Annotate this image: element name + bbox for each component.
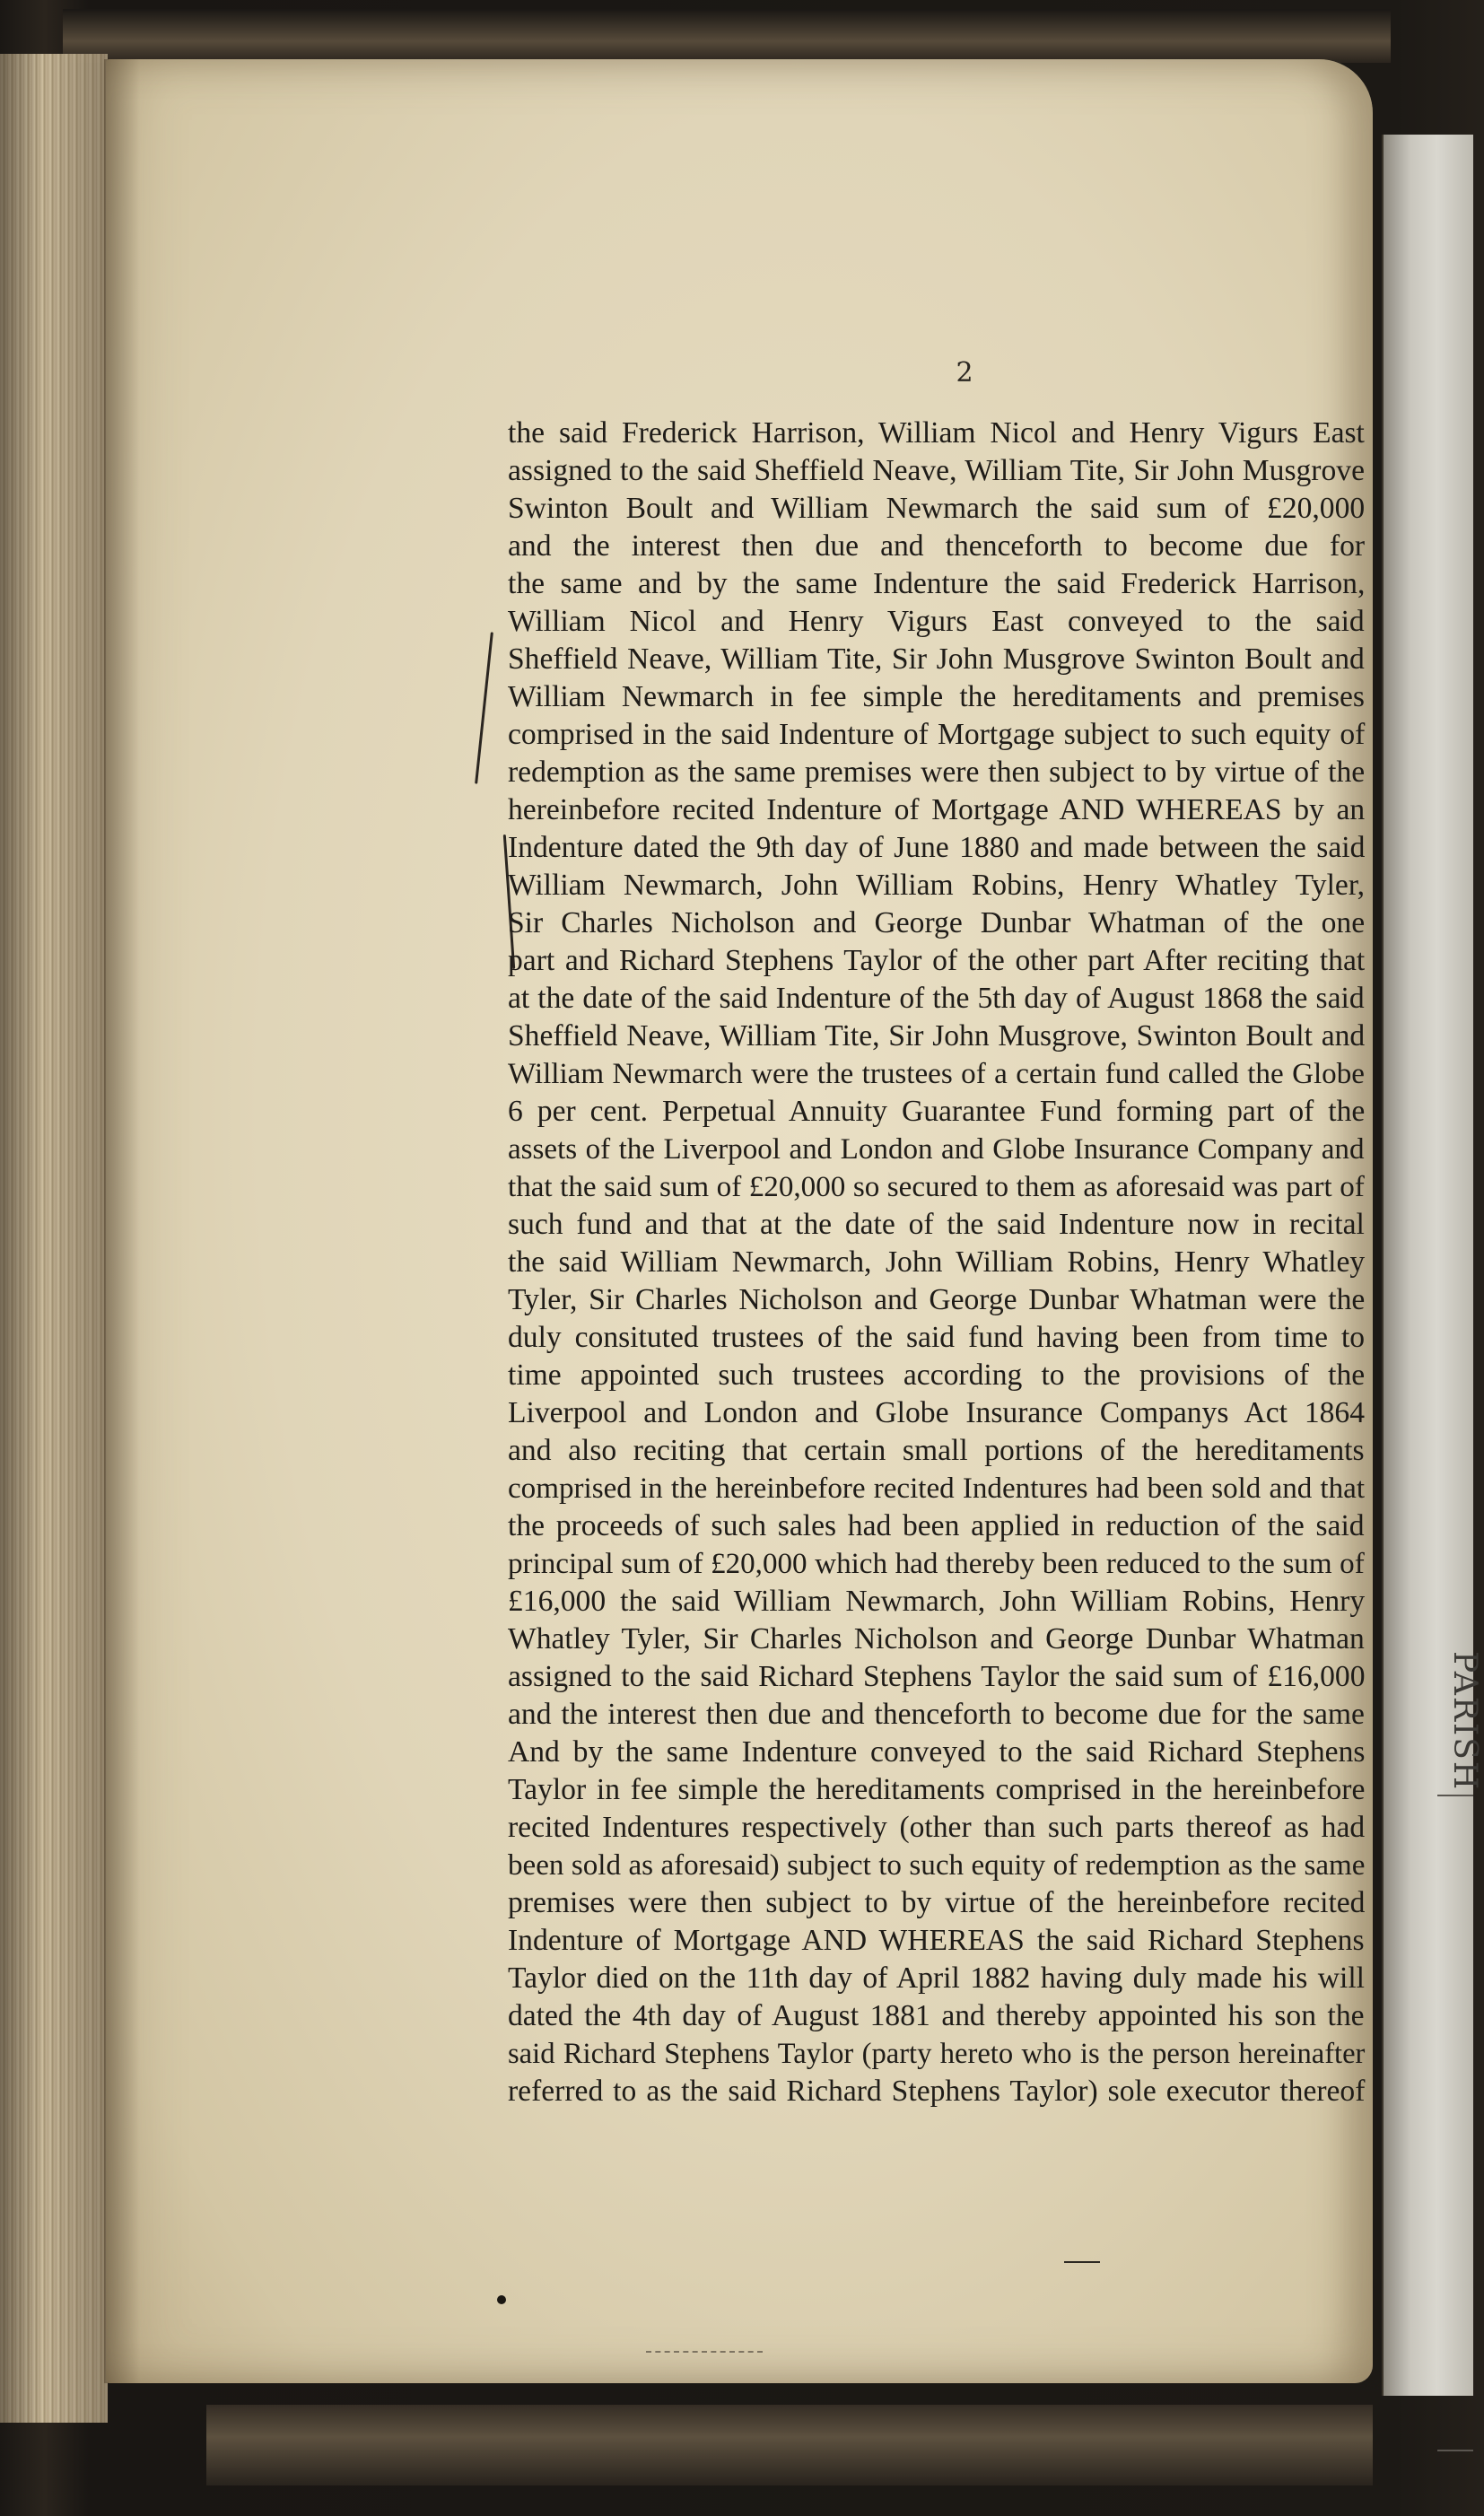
text-line: William Nicol and Henry Vigurs East conveyed to the said [508,605,1365,638]
ink-dot [497,2295,506,2304]
adjacent-page [1382,135,1473,2396]
text-line: assets of the Liverpool and London and Globe Insurance Company and [508,1133,1365,1166]
text-line: William Newmarch were the trustees of a certain fund called the Globe [508,1058,1365,1090]
text-line: comprised in the hereinbefore recited Indentures had been sold and that [508,1472,1366,1505]
text-line: £16,000 the said William Newmarch, John William Robins, Henry [508,1585,1366,1618]
text-line: time appointed such trustees according to the provisions of the [508,1358,1366,1392]
spine-shadow [104,59,140,2383]
text-line: that the said sum of £20,000 so secured to them as aforesaid was part of [508,1171,1365,1203]
page-stack-edges [0,54,108,2423]
text-line: assigned to the said Sheffield Neave, William Tite, Sir John Musgrove [508,454,1365,487]
page-number: 2 [956,357,973,389]
document-body [508,415,1365,2110]
text-line: Tyler, Sir Charles Nicholson and George Dunbar Whatman were the [508,1283,1366,1316]
text-line: William Newmarch, John William Robins, Henry Whatley Tyler, [508,869,1366,902]
text-line: 6 per cent. Perpetual Annuity Guarantee Fund forming part of the [508,1095,1366,1128]
text-line: dated the 4th day of August 1881 and thereby appointed his son the [508,1999,1365,2032]
text-line: Indenture of Mortgage AND WHEREAS the said Richard Stephens [508,1924,1365,1957]
adjacent-rule [1437,2450,1473,2451]
text-line: and also reciting that certain small portions of the hereditaments [508,1434,1365,1467]
text-line: assigned to the said Richard Stephens Taylor the said sum of £16,000 [508,1660,1366,1693]
text-line: Swinton Boult and William Newmarch the said sum of £20,000 [508,492,1366,525]
text-line: such fund and that at the date of the said Indenture now in recital [508,1208,1365,1241]
adjacent-page-label: PARISH [1446,1651,1483,1792]
text-line: Sir Charles Nicholson and George Dunbar Whatman of the one [508,906,1366,939]
text-line: principal sum of £20,000 which had thereby been reduced to the sum of [508,1548,1365,1580]
text-line: Sheffield Neave, William Tite, Sir John Musgrove, Swinton Boult and [508,1019,1366,1053]
text-line: and the interest then due and thenceforth to become due for [508,529,1366,563]
ink-dash [1064,2261,1100,2263]
text-line: part and Richard Stephens Taylor of the other part After reciting that [508,944,1366,977]
text-line: redemption as the same premises were then subject to by virtue of the [508,756,1366,789]
text-line: And by the same Indenture conveyed to the said Richard Stephens [508,1735,1366,1769]
text-line: hereinbefore recited Indenture of Mortgage AND WHEREAS by an [508,793,1366,826]
text-line: referred to as the said Richard Stephens Taylor) sole executor thereof [508,2075,1366,2108]
text-line: been sold as aforesaid) subject to such equity of redemption as the same [508,1849,1366,1882]
text-line: said Richard Stephens Taylor (party hereto who is the person hereinafter [508,2038,1366,2070]
text-line: duly consituted trustees of the said fund having been from time to [508,1321,1366,1354]
text-line: comprised in the said Indenture of Mortgage subject to such equity of [508,718,1366,751]
text-line: and the interest then due and thenceforth to become due for the same [508,1698,1365,1731]
text-line: at the date of the said Indenture of the 5th day of August 1868 the said [508,982,1365,1015]
text-line: Whatley Tyler, Sir Charles Nicholson and George Dunbar Whatman [508,1622,1365,1655]
text-line: Sheffield Neave, William Tite, Sir John Musgrove Swinton Boult and [508,642,1365,676]
text-line: the said William Newmarch, John William Robins, Henry Whatley [508,1245,1366,1279]
text-line: recited Indentures respectively (other than such parts thereof as had [508,1811,1366,1844]
text-line: the same and by the same Indenture the said Frederick Harrison, [508,567,1366,600]
top-paper-edge [63,9,1391,63]
faint-dashes [646,2351,763,2353]
text-line: William Newmarch in fee simple the hereditaments and premises [508,680,1365,713]
text-line: Taylor died on the 11th day of April 1882 having duly made his will [508,1961,1366,1995]
text-line: Taylor in fee simple the hereditaments comprised in the hereinbefore [508,1773,1366,1806]
text-line: the proceeds of such sales had been applied in reduction of the said [508,1509,1365,1542]
bottom-paper-edge [206,2405,1373,2485]
adjacent-rule [1437,1795,1473,1796]
text-line: Indenture dated the 9th day of June 1880 and made between the said [508,831,1366,864]
text-line: the said Frederick Harrison, William Nicol and Henry Vigurs East [508,416,1365,450]
text-line: premises were then subject to by virtue of the hereinbefore recited [508,1886,1366,1919]
text-line: Liverpool and London and Globe Insurance Companys Act 1864 [508,1396,1365,1429]
